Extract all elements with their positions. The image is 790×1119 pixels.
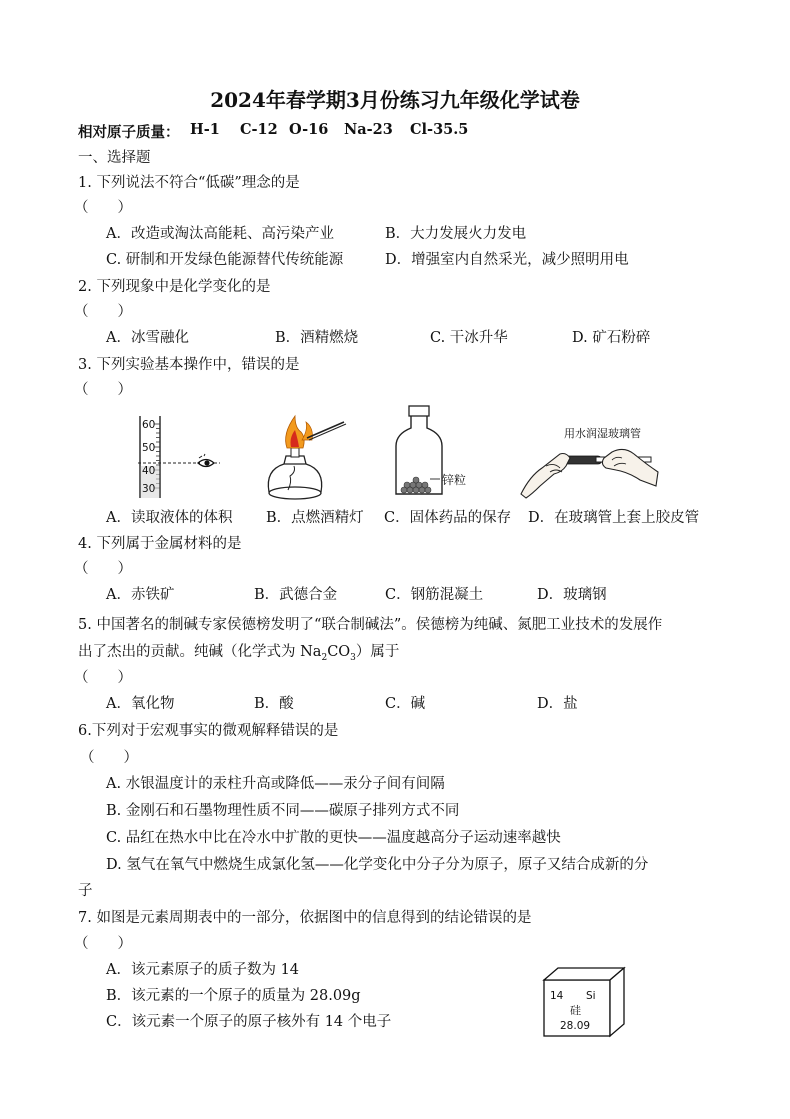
q3-option-a[interactable]: A．读取液体的体积	[106, 510, 233, 526]
q6-option-d[interactable]: D. 氢气在氧气中燃烧生成氯化氢——化学变化中分子分为原子，原子又结合成新的分	[106, 857, 649, 873]
q5-option-d[interactable]: D．盐	[537, 696, 578, 712]
q4-answer-blank[interactable]: （ ）	[74, 561, 132, 577]
zinc-granule-label: 锌粒	[442, 473, 467, 487]
eye-icon	[198, 454, 214, 467]
q5-stem-line1: 5. 中国著名的制碱专家侯德榜发明了“联合制碱法”。侯德榜为纯碱、氮肥工业技术的发展作	[78, 617, 663, 633]
atomic-mass-label: 相对原子质量：	[78, 124, 180, 141]
q2-option-b[interactable]: B．酒精燃烧	[275, 330, 359, 346]
q3-answer-blank[interactable]: （ ）	[74, 382, 132, 398]
q6-answer-blank[interactable]: （ ）	[80, 750, 138, 766]
q2-answer-blank[interactable]: （ ）	[74, 304, 132, 320]
q4-stem: 4. 下列属于金属材料的是	[78, 536, 242, 552]
q3-option-d[interactable]: D．在玻璃管上套上胶皮管	[528, 510, 700, 526]
q2-option-d[interactable]: D. 矿石粉碎	[572, 330, 651, 346]
q7-option-b[interactable]: B．该元素的一个原子的质量为 28.09g	[106, 988, 361, 1004]
q6-option-d-continued: 子	[78, 883, 93, 899]
atomic-mass-h: H-1	[190, 121, 220, 138]
q6-option-a[interactable]: A. 水银温度计的汞柱升高或降低——汞分子间有间隔	[106, 776, 445, 792]
q7-option-a[interactable]: A．该元素原子的质子数为 14	[106, 962, 300, 978]
element-symbol: Si	[586, 990, 596, 1002]
q5-option-b[interactable]: B．酸	[254, 696, 294, 712]
atomic-mass-na: Na-23	[344, 121, 393, 138]
element-name: 硅	[570, 1004, 581, 1017]
cyl-tick-40: 40	[142, 465, 156, 477]
q5-answer-blank[interactable]: （ ）	[74, 670, 132, 686]
q5-option-c[interactable]: C．碱	[385, 696, 426, 712]
cyl-tick-30: 30	[142, 483, 156, 495]
q1-option-c[interactable]: C. 研制和开发绿色能源替代传统能源	[106, 252, 344, 268]
atomic-mass-o: O-16	[289, 121, 329, 138]
q1-option-a[interactable]: A．改造或淘汰高能耗、高污染产业	[106, 226, 334, 242]
q5-option-a[interactable]: A．氧化物	[106, 696, 175, 712]
element-atomic-number: 14	[550, 990, 564, 1002]
q7-answer-blank[interactable]: （ ）	[74, 936, 132, 952]
q3-option-c[interactable]: C．固体药品的保存	[384, 510, 512, 526]
glass-tube-figure	[516, 424, 661, 502]
cyl-tick-60: 60	[142, 419, 156, 431]
q6-option-c[interactable]: C. 品红在热水中比在冷水中扩散的更快——温度越高分子运动速率越快	[106, 830, 561, 846]
alcohol-lamp-figure	[262, 410, 352, 502]
q1-stem: 1. 下列说法不符合“低碳”理念的是	[78, 175, 300, 191]
q3-stem: 3. 下列实验基本操作中，错误的是	[78, 357, 300, 373]
q3-option-b[interactable]: B．点燃酒精灯	[266, 510, 364, 526]
q2-option-a[interactable]: A．冰雪融化	[106, 330, 189, 346]
atomic-mass-cl: Cl-35.5	[410, 121, 469, 138]
q1-option-b[interactable]: B．大力发展火力发电	[385, 226, 527, 242]
graduated-cylinder-figure	[128, 412, 223, 500]
section-heading: 一、选择题	[78, 150, 151, 166]
q4-option-a[interactable]: A．赤铁矿	[106, 587, 175, 603]
cyl-tick-50: 50	[142, 442, 156, 454]
atomic-mass-c: C-12	[240, 121, 278, 138]
page-title: 2024年春学期3月份练习九年级化学试卷	[210, 88, 580, 112]
q2-stem: 2. 下列现象中是化学变化的是	[78, 279, 271, 295]
q6-stem: 6.下列对于宏观事实的微观解释错误的是	[78, 723, 339, 739]
q4-option-c[interactable]: C．钢筋混凝土	[385, 587, 484, 603]
reagent-bottle-figure	[384, 404, 484, 500]
element-tile-silicon	[540, 966, 632, 1038]
wet-glass-tube-label: 用水润湿玻璃管	[564, 427, 641, 440]
q6-option-b[interactable]: B. 金刚石和石墨物理性质不同——碳原子排列方式不同	[106, 803, 460, 819]
q7-option-c[interactable]: C．该元素一个原子的原子核外有 14 个电子	[106, 1014, 392, 1030]
q4-option-b[interactable]: B．武德合金	[254, 587, 338, 603]
q7-stem: 7. 如图是元素周期表中的一部分，依据图中的信息得到的结论错误的是	[78, 910, 532, 926]
element-atomic-mass: 28.09	[560, 1020, 591, 1032]
q2-option-c[interactable]: C. 干冰升华	[430, 330, 508, 346]
q4-option-d[interactable]: D．玻璃钢	[537, 587, 607, 603]
q1-option-d[interactable]: D．增强室内自然采光，减少照明用电	[385, 252, 629, 268]
q5-stem-line2: 出了杰出的贡献。纯碱（化学式为 $Na_2CO_3$）属于	[78, 644, 400, 663]
q1-answer-blank[interactable]: （ ）	[74, 200, 132, 216]
